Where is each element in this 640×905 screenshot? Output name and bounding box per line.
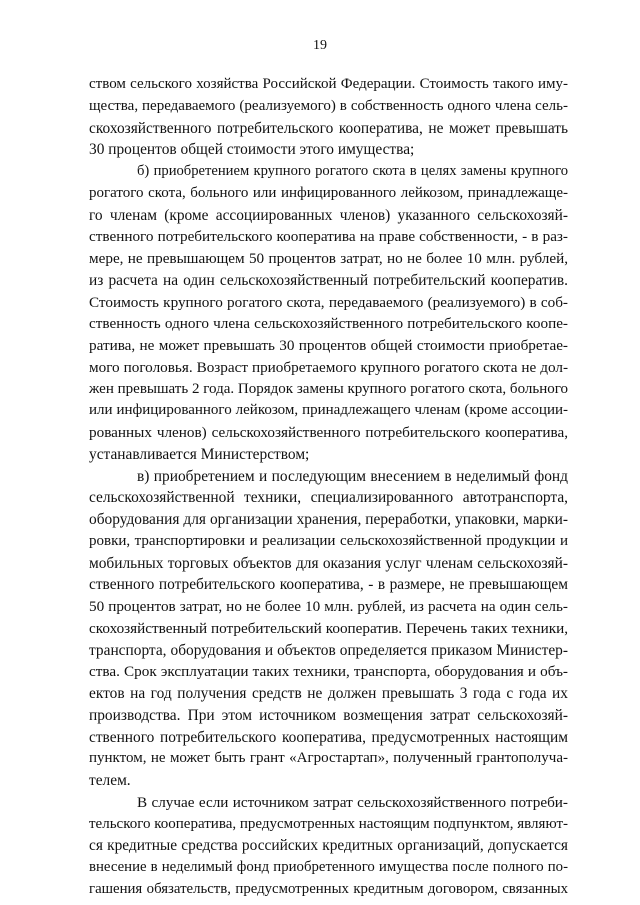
text-line: пунктом, не может быть грант «Агростартап», полученный грантополуча- — [89, 750, 568, 767]
text-line: или инфицированного лейкозом, принадлежащего членам (кроме ассоции- — [89, 402, 568, 419]
text-line: ственность одного члена сельскохозяйственного потребительского коопе- — [89, 315, 568, 333]
text-line: ства. Срок эксплуатации таких техники, транспорта, оборудования и объ- — [89, 663, 568, 681]
text-line: гашения обязательств, предусмотренных кредитным договором, связанных — [89, 880, 568, 897]
text-line: ственного потребительского кооператива, - в размере, не превышающем — [89, 576, 568, 594]
text-line: скохозяйственного потребительского кооператива, не может превышать — [89, 119, 568, 137]
text-line: ектов на год получения средств не должен превышать 3 года с года их — [89, 685, 568, 702]
text-line: мого поголовья. Возраст приобретаемого крупного рогатого скота не дол- — [89, 358, 568, 376]
text-line: производства. При этом источником возмещения затрат сельскохозяй- — [89, 706, 568, 724]
text-line: внесение в неделимый фонд приобретенного имущества после полного по- — [89, 859, 568, 875]
text-line: телем. — [89, 772, 131, 789]
text-line: ровки, транспортировки и реализации сельскохозяйственной продукции и — [89, 532, 568, 549]
paragraph-first-line: в) приобретением и последующим внесением в неделимый фонд — [137, 467, 568, 485]
text-line: 30 процентов общей стоимости этого имущества; — [89, 141, 415, 159]
text-line: устанавливается Министерством; — [89, 445, 310, 463]
paragraph-first-line: б) приобретением крупного рогатого скота в целях замены крупного — [137, 163, 568, 179]
text-line: ратива, не может превышать 30 процентов общей стоимости приобретае- — [89, 337, 568, 354]
text-line: ством сельского хозяйства Российской Федерации. Стоимость такого иму- — [89, 76, 568, 92]
text-line: тельского кооператива, предусмотренных настоящим подпунктом, являют- — [89, 815, 569, 832]
text-line: транспорта, оборудования и объектов определяется приказом Министер- — [89, 641, 568, 659]
text-line: го членам (кроме ассоциированных членов) указанного сельскохозяй- — [89, 206, 568, 224]
text-line: скохозяйственный потребительский кооператив. Перечень таких техники, — [89, 619, 568, 637]
text-line: ся кредитные средства российских кредитных организаций, допускается — [89, 837, 568, 855]
text-line: рогатого скота, больного или инфицированного лейкозом, принадлежаще- — [89, 184, 568, 201]
page-number: 19 — [313, 38, 327, 53]
text-line: жен превышать 2 года. Порядок замены крупного рогатого скота, больного — [89, 380, 568, 397]
document-body — [89, 74, 568, 901]
text-line: мобильных торговых объектов для оказания услуг членам сельскохозяй- — [89, 554, 568, 572]
text-line: 50 процентов затрат, но не более 10 млн. рублей, из расчета на один сель- — [89, 598, 568, 615]
paragraph-first-line: В случае если источником затрат сельскохозяйственного потреби- — [137, 793, 568, 811]
text-line: мере, не превышающем 50 процентов затрат, но не более 10 млн. рублей, — [89, 250, 568, 267]
text-line: щества, передаваемого (реализуемого) в собственность одного члена сель- — [89, 97, 568, 114]
text-line: из расчета на один сельскохозяйственный потребительский кооператив. — [89, 271, 568, 289]
text-line: сельскохозяйственной техники, специализированного автотранспорта, — [89, 489, 568, 507]
text-line: ственного потребительского кооператива, предусмотренных настоящим — [89, 728, 568, 746]
text-line: оборудования для организации хранения, переработки, упаковки, марки- — [89, 511, 568, 528]
text-line: Стоимость крупного рогатого скота, передаваемого (реализуемого) в соб- — [89, 293, 568, 311]
text-line: ственного потребительского кооператива на праве собственности, - в раз- — [89, 228, 568, 246]
text-line: рованных членов) сельскохозяйственного потребительского кооператива, — [89, 424, 568, 441]
